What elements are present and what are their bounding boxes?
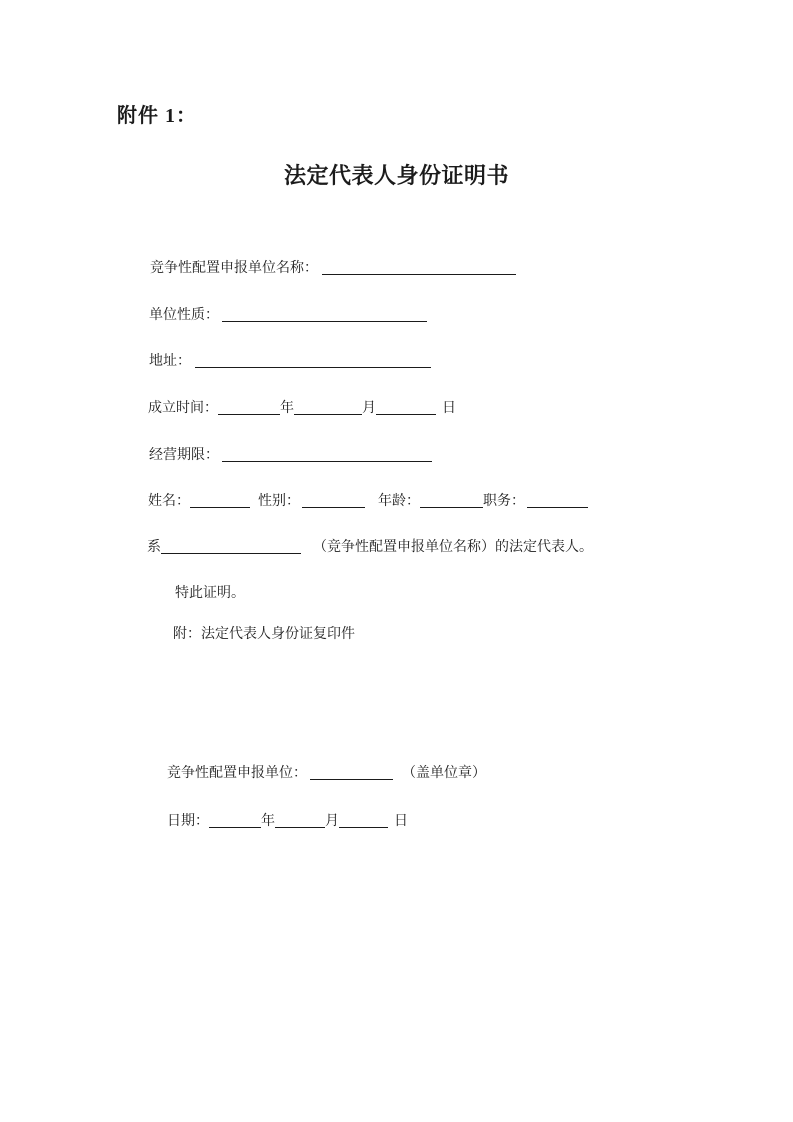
date-day-suffix: 日	[394, 814, 408, 829]
field-founding-date	[148, 399, 456, 418]
field-address	[149, 352, 431, 371]
address-label: 地址：	[149, 354, 191, 369]
field-person-info	[148, 492, 588, 511]
attachment-note: 附：法定代表人身份证复印件	[173, 627, 355, 642]
signature-unit-blank	[310, 765, 393, 780]
founding-month-blank	[294, 400, 362, 415]
month-suffix: 月	[362, 401, 376, 416]
day-suffix: 日	[442, 401, 456, 416]
gender-label: 性别：	[258, 494, 300, 509]
declaration-unit-blank	[161, 539, 301, 554]
certify-statement: 特此证明。	[175, 586, 245, 601]
date-month-blank	[275, 813, 325, 828]
field-unit-nature	[149, 306, 427, 325]
founding-day-blank	[376, 400, 436, 415]
address-blank	[195, 353, 431, 368]
field-signature-date	[167, 812, 408, 831]
date-year-suffix: 年	[261, 814, 275, 829]
declaration-suffix: （竞争性配置申报单位名称）的法定代表人。	[313, 540, 593, 555]
name-label: 姓名：	[148, 494, 190, 509]
field-business-term	[149, 446, 432, 465]
field-legal-representative-declaration	[147, 538, 593, 557]
document-title: 法定代表人身份证明书	[283, 163, 509, 188]
declaration-prefix: 系	[147, 540, 161, 555]
unit-nature-label: 单位性质：	[149, 308, 219, 323]
age-blank	[420, 493, 483, 508]
field-signature-unit	[167, 764, 486, 783]
business-term-label: 经营期限：	[149, 448, 219, 463]
unit-name-label: 竞争性配置申报单位名称：	[150, 261, 318, 276]
date-label: 日期：	[167, 814, 209, 829]
founding-date-label: 成立时间：	[148, 401, 218, 416]
position-blank	[527, 493, 588, 508]
founding-year-blank	[218, 400, 280, 415]
signature-unit-label: 竞争性配置申报单位：	[167, 766, 307, 781]
date-year-blank	[209, 813, 261, 828]
year-suffix: 年	[280, 401, 294, 416]
seal-hint: （盖单位章）	[402, 766, 486, 781]
position-label: 职务：	[483, 494, 525, 509]
gender-blank	[302, 493, 365, 508]
date-month-suffix: 月	[325, 814, 339, 829]
name-blank	[190, 493, 250, 508]
business-term-blank	[222, 447, 432, 462]
age-label: 年龄：	[378, 494, 420, 509]
unit-nature-blank	[222, 307, 427, 322]
field-unit-name	[150, 259, 516, 278]
unit-name-blank	[322, 260, 516, 275]
attachment-number-label: 附件 1：	[117, 105, 197, 127]
date-day-blank	[339, 813, 388, 828]
